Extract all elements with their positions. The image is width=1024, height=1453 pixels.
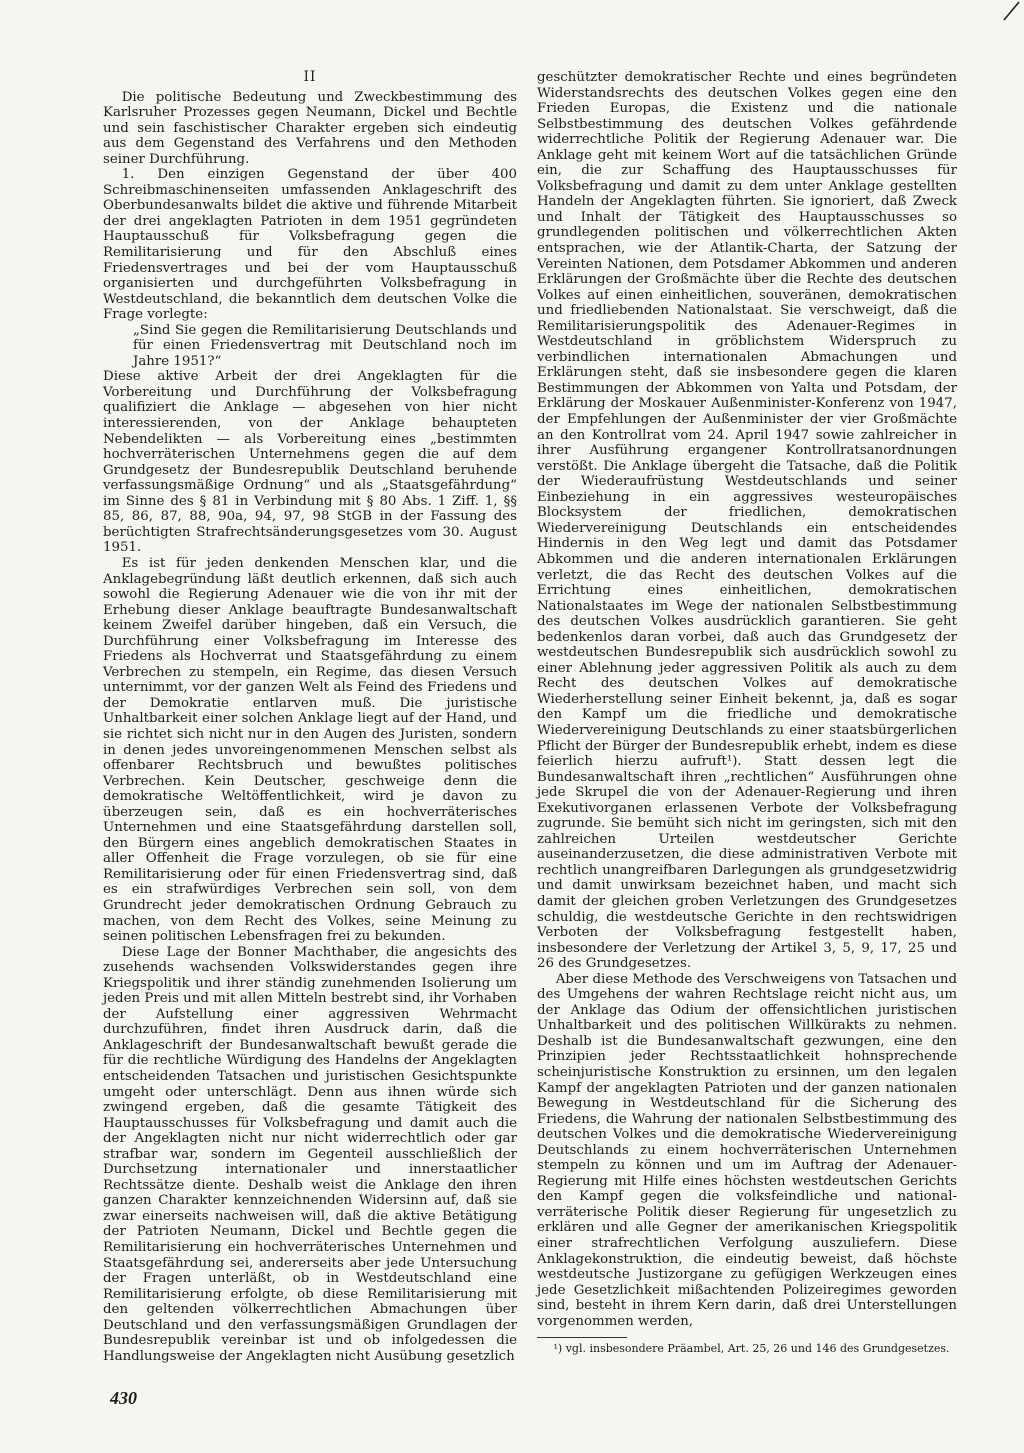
paragraph: Es ist für jeden denkenden Menschen klar, und die Anklagebegründung läßt deutlich erkennen, daß sich auch sowohl die Regierung Adenauer wie die von ihr mit der Erhebung dieser Anklage beauftragte Bundesanwaltschaft keinem Zweifel darüber hingeben, daß ein Versuch, die Durchführung einer Volksbefragung im Interesse des Friedens als Hochverrat und Staatsgefährdung zu einem Verbrechen zu stempeln, ein Regime, das diesen Versuch unternimmt, vor der ganzen Welt als Feind des Friedens und der Demokratie entlarven muß. Die juristische Unhaltbarkeit einer solchen Anklage liegt auf der Hand, und sie richtet sich nicht nur in den Augen des Juristen, sondern in denen jedes unvoreingenommenen Menschen selbst als offenbarer Rechtsbruch und bewußtes politisches Verbrechen. Kein Deutscher, geschweige denn die demokratische Weltöffentlichkeit, wird je davon zu überzeugen sein, daß es ein hochverräterisches Unternehmen und eine Staatsgefährdung darstellen soll, den Bürgern eines angeblich demokratischen Staates in aller Offenheit die Frage vorzulegen, ob sie für eine Remilitarisierung oder für einen Friedensvertrag sind, daß es ein strafwürdiges Verbrechen sein soll, von dem Grundrecht jeder demokratischen Ordnung Gebrauch zu machen, von dem Recht des Volkes, seine Meinung zu seinen politischen Lebensfragen frei zu bekunden. <box>103 555 517 945</box>
paragraph: Diese aktive Arbeit der drei Angeklagten für die Vorbereitung und Durchführung der Volksbefragung qualifiziert die Anklage — abgesehen von hier nicht interessierenden, von der Anklage behaupteten Nebendelikten — als Vorbereitung eines „bestimmten hochverräterischen Unternehmens gegen die auf dem Grundgesetz der Bundesrepublik Deutschland beruhende verfassungsmäßige Ordnung“ und als „Staatsgefährdung“ im Sinne des § 81 in Verbindung mit § 80 Abs. 1 Ziff. 1, §§ 85, 86, 87, 88, 90a, 94, 97, 98 StGB in der Fassung des berüchtigten Strafrechtsänderungsgesetzes vom 30. August 1951. <box>103 369 517 556</box>
left-column <box>103 70 517 1364</box>
paragraph: geschützter demokratischer Rechte und eines begründeten Widerstandsrechts des deutschen Volkes gegen eine den Frieden Europas, die Existenz und die nationale Selbstbestimmung des deutschen Volkes gefährdende widerrechtliche Politik der Regierung Adenauer war. Die Anklage geht mit keinem Wort auf die tatsächlichen Gründe ein, die zur Schaffung des Hauptausschusses für Volksbefragung und damit zu dem unter Anklage gestellten Handeln der Angeklagten führten. Sie ignoriert, daß Zweck und Inhalt der Tätigkeit des Hauptausschusses so grundlegenden politischen und völkerrechtlichen Akten entsprachen, wie der Atlantik-Charta, der Satzung der Vereinten Nationen, dem Potsdamer Abkommen und anderen Erklärungen der Großmächte über die Rechte des deutschen Volkes auf einen einheitlichen, souveränen, demokratischen und friedliebenden Nationalstaat. Sie verschweigt, daß die Remilitarisierungspolitik des Adenauer-Regimes in Westdeutschland in gröblichstem Widerspruch zu verbindlichen internationalen Abmachungen und Erklärungen steht, daß sie insbesondere gegen die klaren Bestimmungen der Abkommen von Yalta und Potsdam, der Erklärung der Moskauer Außenminister-Konferenz von 1947, der Empfehlungen der Außenminister der vier Großmächte an den Kontrollrat vom 24. April 1947 sowie zahlreicher in ihrer Ausführung ergangener Kontrollratsanordnungen verstößt. Die Anklage übergeht die Tatsache, daß die Politik der Wiederaufrüstung Westdeutschlands und seiner Einbeziehung in ein aggressives westeuropäisches Blocksystem der friedlichen, demokratischen Wiedervereinigung Deutschlands ein entscheidendes Hindernis in den Weg legt und damit das Potsdamer Abkommen und die anderen internationalen Erklärungen verletzt, die das Recht des deutschen Volkes auf die Errichtung eines einheitlichen, demokratischen Nationalstaates im Wege der nationalen Selbstbestimmung des deutschen Volkes ausdrücklich garantieren. Sie geht bedenkenlos daran vorbei, daß auch das Grundgesetz der westdeutschen Bundesrepublik sich ausdrücklich sowohl zu einer Ablehnung jeder aggressiven Politik als auch zu dem Recht des deutschen Volkes auf demokratische Wiederherstellung seiner Einheit bekennt, ja, daß es sogar den Kampf um die friedliche und demokratische Wiedervereinigung Deutschlands zu einer staatsbürgerlichen Pflicht der Bürger der Bundesrepublik erhebt, indem es diese feierlich hierzu aufruft¹). Statt dessen legt die Bundesanwaltschaft ihren „rechtlichen“ Ausführungen ohne jede Skrupel die von der Adenauer-Regierung und ihren Exekutivorganen erlassenen Verbote der Volksbefragung zugrunde. Sie bemüht sich nicht im geringsten, sich mit den zahlreichen Urteilen westdeutscher Gerichte auseinanderzusetzen, die diese administrativen Verbote mit rechtlich unangreifbaren Darlegungen als grundgesetzwidrig und damit unwirksam bezeichnet haben, und macht sich damit der gleichen groben Verletzungen des Grundgesetzes schuldig, die westdeutsche Gerichte in den rechtswidrigen Verboten der Volksbefragung festgestellt haben, insbesondere der Verletzung der Artikel 3, 5, 9, 17, 25 und 26 des Grundgesetzes. <box>537 70 957 972</box>
paragraph: Diese Lage der Bonner Machthaber, die angesichts des zusehends wachsenden Volkswiderstandes gegen ihre Kriegspolitik und ihrer ständig zunehmenden Isolierung um jeden Preis und mit allen Mitteln bestrebt sind, ihr Vorhaben der Aufstellung einer aggressiven Wehrmacht durchzuführen, findet ihren Ausdruck darin, daß die Anklageschrift der Bundesanwaltschaft bewußt gerade die für die rechtliche Würdigung des Handelns der Angeklagten entscheidenden Tatsachen und juristischen Gesichtspunkte umgeht oder unterschlägt. Denn aus ihnen würde sich zwingend ergeben, daß die gesamte Tätigkeit des Hauptausschusses für Volksbefragung und damit auch die der Angeklagten nicht nur nicht widerrechtlich oder gar strafbar war, sondern im Gegenteil ausschließlich der Durchsetzung internationaler und innerstaatlicher Rechtssätze diente. Deshalb weist die Anklage den ihren ganzen Charakter kennzeichnenden Widersinn auf, daß sie zwar einerseits nachweisen will, daß die aktive Betätigung der Patrioten Neumann, Dickel und Bechtle gegen die Remilitarisierung ein hochverräterisches Unternehmen und Staatsgefährdung sei, andererseits aber jede Untersuchung der Fragen unterläßt, ob in Westdeutschland eine Remilitarisierung erfolgte, ob diese Remilitarisierung mit den geltenden völkerrechtlichen Abmachungen über Deutschland und den verfassungsmäßigen Grundlagen der Bundesrepublik vereinbar ist und ob infolgedessen die Handlungsweise der Angeklagten nicht Ausübung gesetzlich <box>103 944 517 1364</box>
footnote-divider <box>537 1337 627 1338</box>
quoted-question: „Sind Sie gegen die Remilitarisierung Deutschlands und für einen Friedensvertrag mit Deutschland noch im Jahre 1951?“ <box>133 322 517 369</box>
paragraph: Aber diese Methode des Verschweigens von Tatsachen und des Umgehens der wahren Rechtslage reicht nicht aus, um der Anklage das Odium der offensichtlichen juristischen Unhaltbarkeit und des politischen Willkürakts zu nehmen. Deshalb ist die Bundesanwaltschaft gezwungen, eine den Prinzipien jeder Rechtsstaatlichkeit hohnsprechende scheinjuristische Konstruktion zu ersinnen, um den legalen Kampf der angeklagten Patrioten und der ganzen nationalen Bewegung in Westdeutschland für die Sicherung des Friedens, die Wahrung der nationalen Selbstbestimmung des deutschen Volkes und die demokratische Wiedervereinigung Deutschlands zu einem hochverräterischen Unternehmen stempeln zu können und um im Auftrag der Adenauer-Regierung mit Hilfe eines höchsten westdeutschen Gerichts den Kampf gegen die volksfeindliche und national-verräterische Politik dieser Regierung für ungesetzlich zu erklären und alle Gegner der amerikanischen Kriegspolitik einer strafrechtlichen Verfolgung auszuliefern. Diese Anklagekonstruktion, die eindeutig beweist, daß höchste westdeutsche Justizorgane zu gefügigen Werkzeugen eines jede Gesetzlichkeit mißachtenden Polizeiregimes geworden sind, besteht in ihrem Kern darin, daß drei Unterstellungen vorgenommen werden, <box>537 971 957 1329</box>
paragraph: Die politische Bedeutung und Zweckbestimmung des Karlsruher Prozesses gegen Neumann, Dickel und Bechtle und sein faschistischer Charakter ergeben sich eindeutig aus dem Gegenstand des Verfahrens und den Methoden seiner Durchführung. <box>103 89 517 167</box>
page-number: 430 <box>110 1388 137 1408</box>
right-column <box>537 70 957 1355</box>
section-heading: II <box>303 69 317 85</box>
paragraph: 1. Den einzigen Gegenstand der über 400 Schreibmaschinenseiten umfassenden Anklageschrift des Oberbundesanwalts bildet die aktive und führende Mitarbeit der drei angeklagten Patrioten in dem 1951 gegründeten Hauptausschuß für Volksbefragung gegen die Remilitarisierung und für den Abschluß eines Friedensvertrages und bei der vom Hauptausschuß organisierten und durchgeführten Volksbefragung in Westdeutschland, die bekanntlich dem deutschen Volke die Frage vorlegte: <box>103 167 517 323</box>
pen-stroke-mark <box>1000 0 1022 22</box>
footnote: ¹) vgl. insbesondere Präambel, Art. 25, 26 und 146 des Grundgesetzes. <box>553 1342 950 1356</box>
